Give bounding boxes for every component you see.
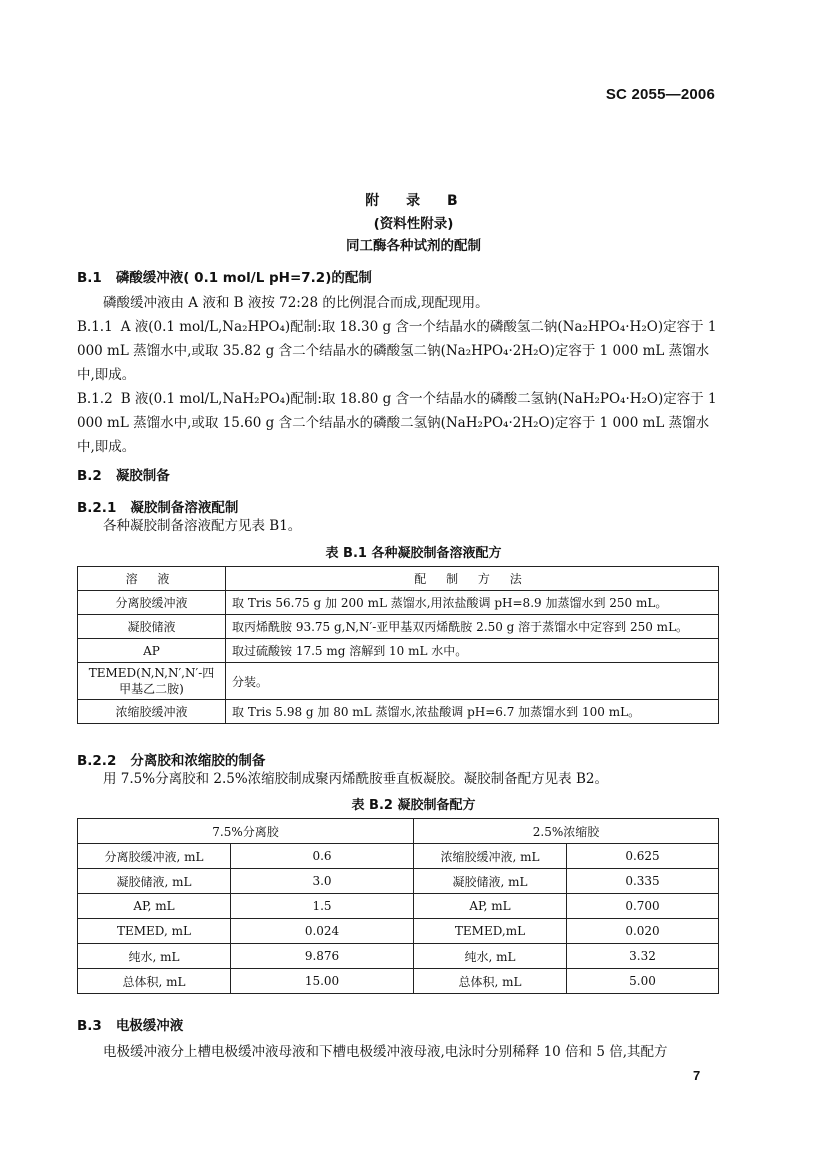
table-cell: AP, mL	[78, 894, 231, 919]
table-cell: 浓缩胶缓冲液	[78, 700, 226, 724]
table-row	[78, 894, 719, 919]
table-header-cell: 溶 液	[78, 567, 226, 591]
section-b1-heading	[77, 266, 372, 286]
table-cell: 15.00	[231, 969, 414, 994]
table-b1	[77, 566, 719, 724]
table-row	[78, 969, 719, 994]
table-cell: 纯水, mL	[414, 944, 567, 969]
b2-2-intro: 用 7.5%分离胶和 2.5%浓缩胶制成聚丙烯酰胺垂直板凝胶。凝胶制备配方见表 B2。	[103, 771, 608, 787]
section-title: 分离胶和浓缩胶的制备	[130, 753, 266, 769]
table-cell: 总体积, mL	[414, 969, 567, 994]
table-row	[78, 639, 719, 663]
table-row	[78, 591, 719, 615]
table-cell: AP, mL	[414, 894, 567, 919]
section-number: B.2.2	[77, 753, 117, 769]
b1-1-paragraph	[77, 315, 723, 387]
table-header-cell: 配 制 方 法	[226, 567, 719, 591]
table-cell: 取 Tris 5.98 g 加 80 mL 蒸馏水,浓盐酸调 pH=6.7 加蒸馏水到 100 mL。	[226, 700, 719, 724]
table-header-row	[78, 567, 719, 591]
table-cell: 取丙烯酰胺 93.75 g,N,N′-亚甲基双丙烯酰胺 2.50 g 溶于蒸馏水中定容到 250 mL。	[226, 615, 719, 639]
appendix-type: (资料性附录)	[373, 216, 454, 232]
section-title: 凝胶制备溶液配制	[130, 500, 239, 516]
table-cell: 5.00	[567, 969, 719, 994]
table-cell: 取 Tris 56.75 g 加 200 mL 蒸馏水,用浓盐酸调 pH=8.9 加蒸馏水到 250 mL。	[226, 591, 719, 615]
table-row	[78, 700, 719, 724]
table-cell: 0.335	[567, 869, 719, 894]
table-cell: 分离胶缓冲液, mL	[78, 844, 231, 869]
table-b2-caption: 表 B.2 凝胶制备配方	[351, 798, 476, 813]
table-cell: 凝胶储液, mL	[414, 869, 567, 894]
section-title: 电极缓冲液	[115, 1018, 184, 1034]
table-cell: TEMED(N,N,N′,N′-四甲基乙二胺)	[78, 663, 226, 700]
section-b2-heading	[77, 464, 170, 484]
section-title: 磷酸缓冲液( 0.1 mol/L pH=7.2)的配制	[115, 270, 372, 286]
table-cell: 3.32	[567, 944, 719, 969]
section-b2-1-heading	[77, 496, 238, 516]
table-cell: 0.700	[567, 894, 719, 919]
clause-number: B.1.2	[77, 391, 113, 407]
table-cell: 凝胶储液, mL	[78, 869, 231, 894]
table-cell: 1.5	[231, 894, 414, 919]
clause-number: B.1.1	[77, 319, 113, 335]
table-row	[78, 869, 719, 894]
section-number: B.2.1	[77, 500, 117, 516]
table-cell: 9.876	[231, 944, 414, 969]
table-header-cell: 2.5%浓缩胶	[414, 819, 719, 844]
table-header-row	[78, 819, 719, 844]
b2-1-intro: 各种凝胶制备溶液配方见表 B1。	[103, 518, 302, 534]
b1-intro: 磷酸缓冲液由 A 液和 B 液按 72:28 的比例混合而成,现配现用。	[103, 295, 489, 311]
section-number: B.1	[77, 270, 102, 286]
section-title: 凝胶制备	[115, 468, 170, 484]
table-cell: TEMED,mL	[414, 919, 567, 944]
table-cell: 取过硫酸铵 17.5 mg 溶解到 10 mL 水中。	[226, 639, 719, 663]
clause-text: B 液(0.1 mol/L,NaH₂PO₄)配制:取 18.80 g 含一个结晶水的磷酸二氢钠(NaH₂PO₄·H₂O)定容于 1 000 mL 蒸馏水中,或取 15.60 g 含二个结晶水的磷酸二氢钠(NaH₂PO₄·2H₂O)定容于 1 000 mL 蒸馏水中,即成。	[77, 391, 717, 455]
table-cell: 3.0	[231, 869, 414, 894]
table-cell: 浓缩胶缓冲液, mL	[414, 844, 567, 869]
page-number: 7	[693, 1068, 701, 1083]
b1-2-paragraph	[77, 387, 723, 459]
table-cell: 0.020	[567, 919, 719, 944]
table-b2	[77, 818, 719, 994]
table-b1-caption: 表 B.1 各种凝胶制备溶液配方	[325, 546, 502, 561]
section-number: B.3	[77, 1018, 102, 1034]
appendix-title: 附 录 B	[365, 193, 462, 209]
table-row	[78, 844, 719, 869]
table-row	[78, 663, 719, 700]
table-cell: 分离胶缓冲液	[78, 591, 226, 615]
table-cell: AP	[78, 639, 226, 663]
table-cell: 0.024	[231, 919, 414, 944]
standard-number: SC 2055—2006	[605, 86, 715, 103]
b3-paragraph: 电极缓冲液分上槽电极缓冲液母液和下槽电极缓冲液母液,电泳时分别稀释 10 倍和 5 倍,其配方	[103, 1044, 668, 1060]
table-row	[78, 615, 719, 639]
table-cell: 0.625	[567, 844, 719, 869]
appendix-name: 同工酶各种试剂的配制	[346, 238, 481, 254]
table-header-cell: 7.5%分离胶	[78, 819, 414, 844]
table-cell: 0.6	[231, 844, 414, 869]
table-row	[78, 944, 719, 969]
table-cell: 凝胶储液	[78, 615, 226, 639]
table-cell: 纯水, mL	[78, 944, 231, 969]
section-number: B.2	[77, 468, 102, 484]
section-b3-heading	[77, 1014, 183, 1034]
table-cell: 分装。	[226, 663, 719, 700]
table-row	[78, 919, 719, 944]
section-b2-2-heading	[77, 749, 265, 769]
clause-text: A 液(0.1 mol/L,Na₂HPO₄)配制:取 18.30 g 含一个结晶水的磷酸氢二钠(Na₂HPO₄·H₂O)定容于 1 000 mL 蒸馏水中,或取 35.82 g 含二个结晶水的磷酸氢二钠(Na₂HPO₄·2H₂O)定容于 1 000 mL 蒸馏水中,即成。	[77, 319, 717, 383]
table-cell: 总体积, mL	[78, 969, 231, 994]
table-cell: TEMED, mL	[78, 919, 231, 944]
